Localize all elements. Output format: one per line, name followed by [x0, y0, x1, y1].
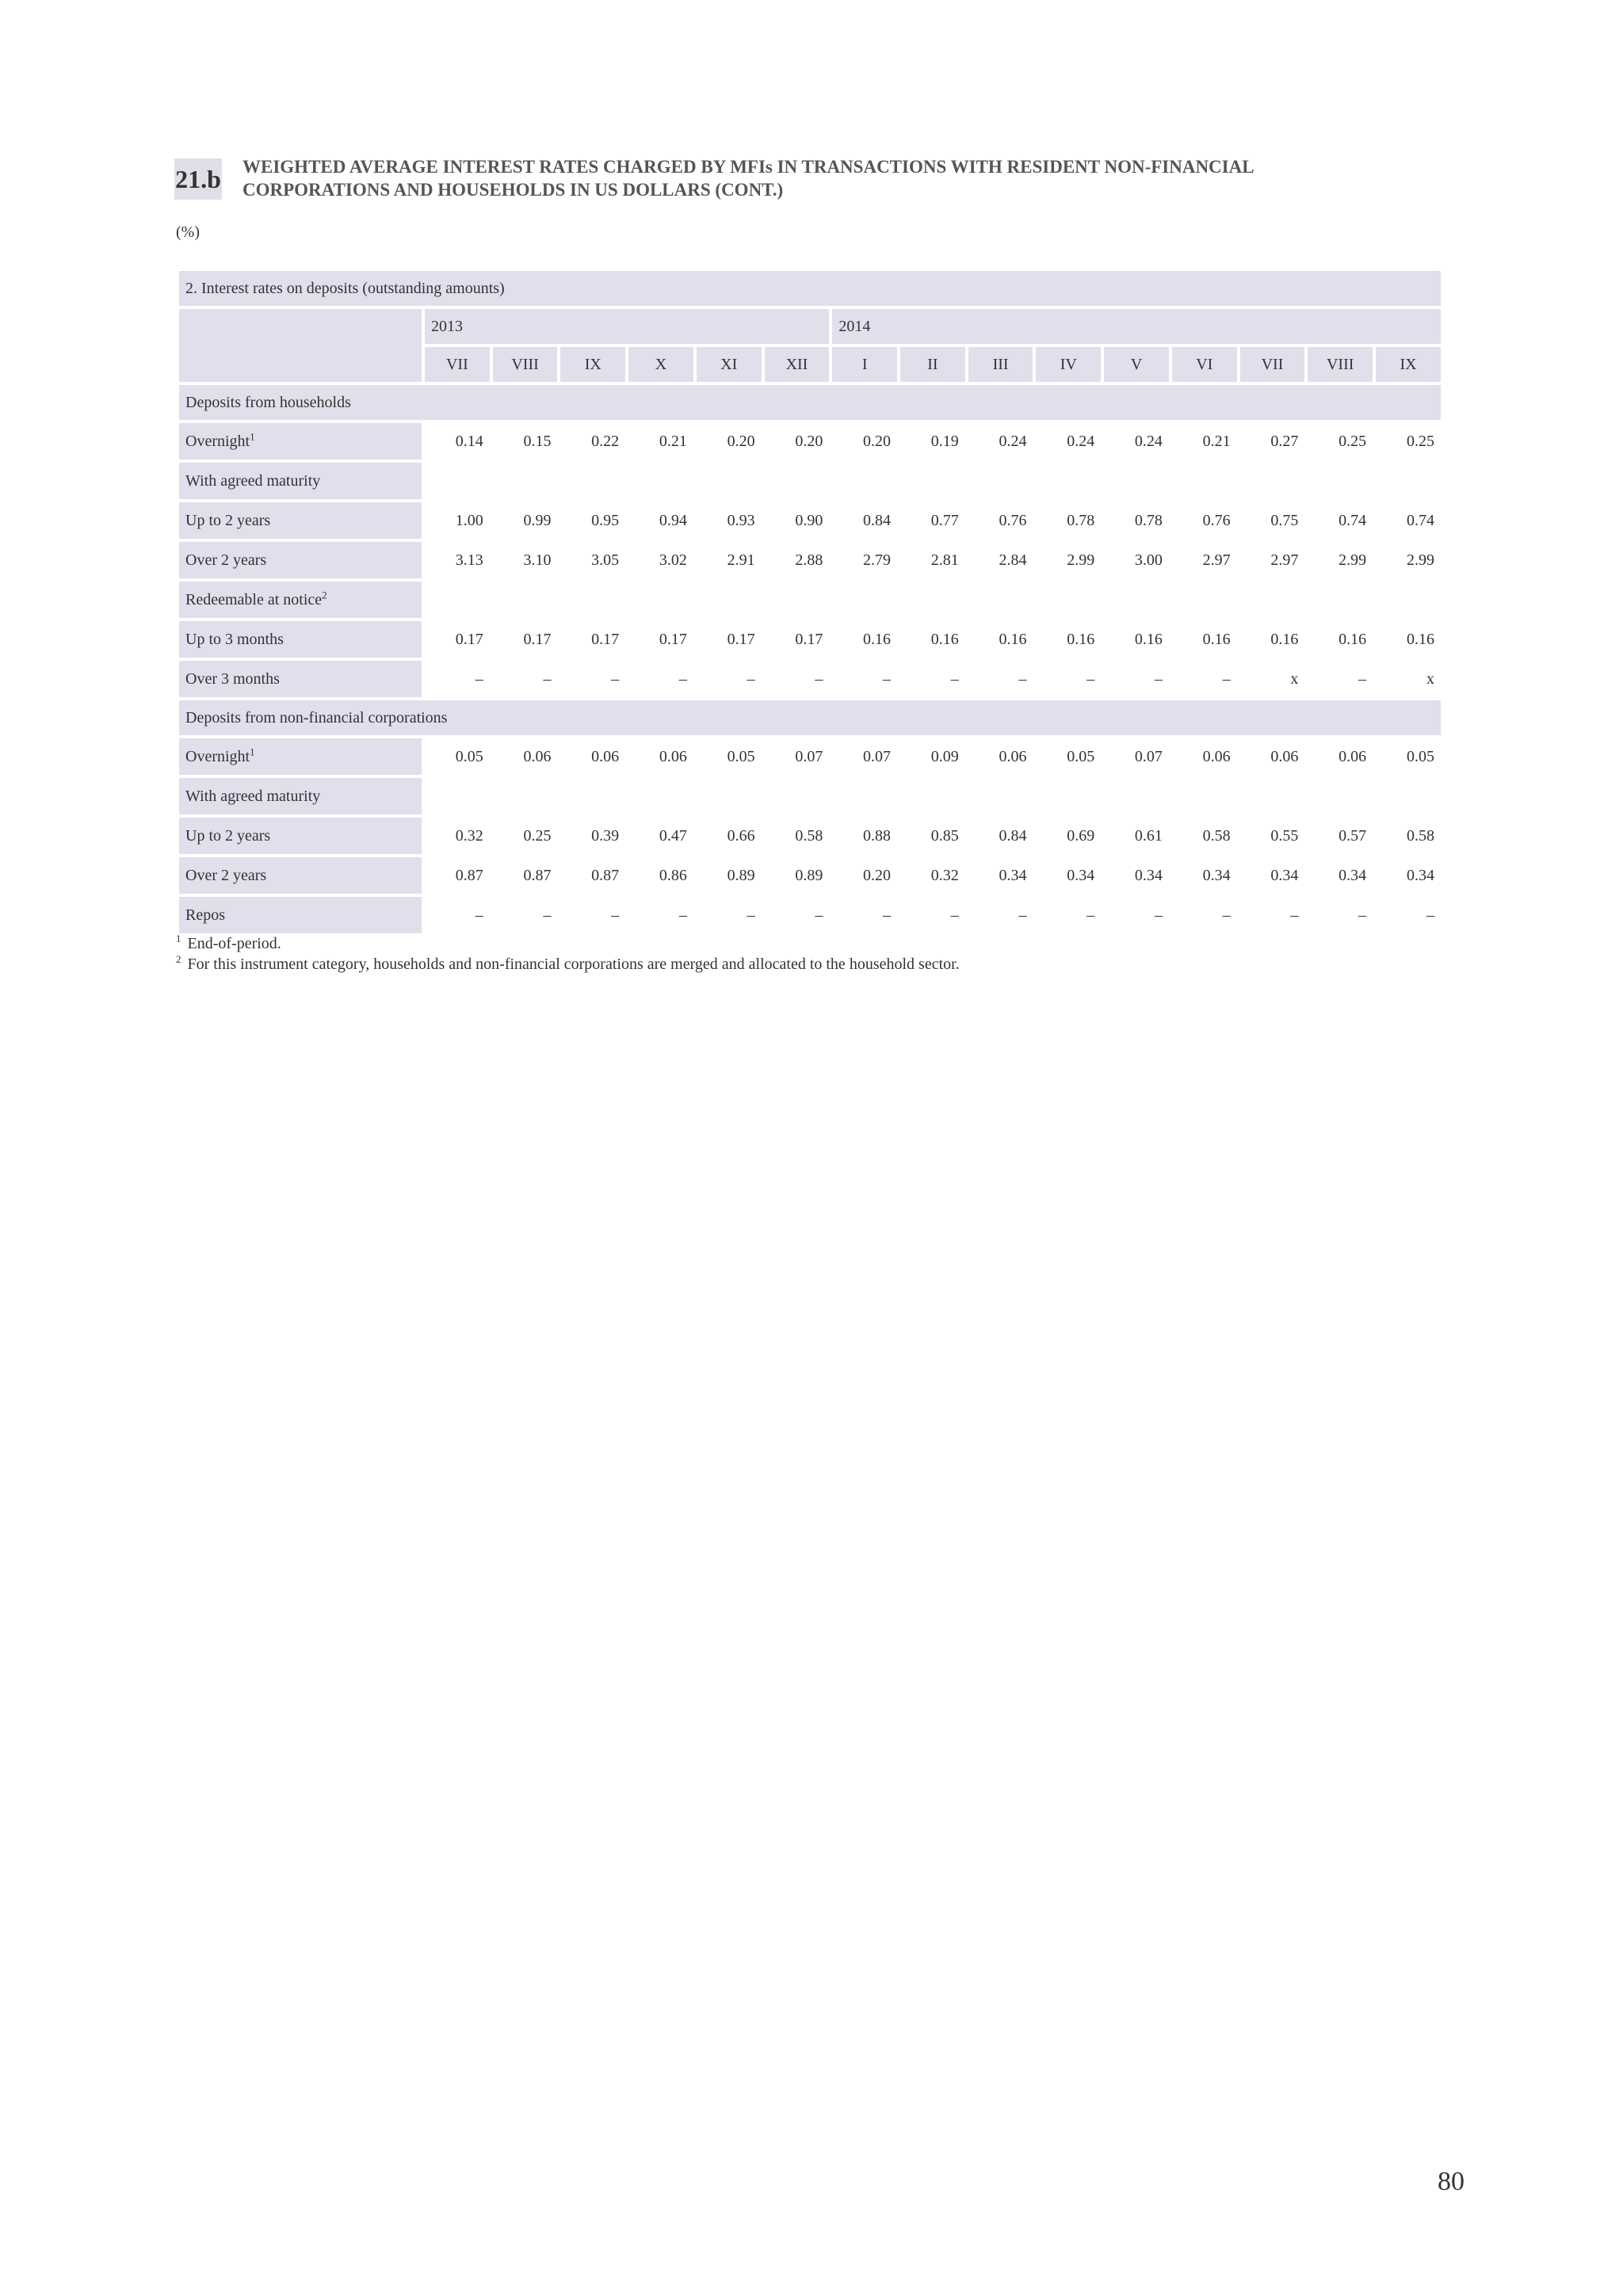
value-cell	[1036, 582, 1101, 618]
value-cell: 0.06	[1172, 738, 1237, 775]
value-cell: 0.06	[1240, 738, 1305, 775]
footnotes	[176, 933, 960, 974]
table-title	[242, 155, 1479, 201]
value-cell: –	[1104, 897, 1169, 933]
value-cell: 3.10	[493, 542, 558, 578]
value-cell	[765, 582, 830, 618]
value-cell: 0.06	[493, 738, 558, 775]
value-cell: 0.21	[628, 423, 693, 460]
table-row	[179, 582, 1441, 618]
value-cell: –	[1036, 897, 1101, 933]
value-cell	[900, 463, 965, 499]
value-cell: 0.24	[1104, 423, 1169, 460]
group-title-row	[179, 385, 1441, 420]
year-2014: 2014	[832, 309, 1441, 344]
value-cell	[1172, 582, 1237, 618]
row-label	[179, 463, 422, 499]
value-cell	[628, 463, 693, 499]
value-cell: 0.25	[1376, 423, 1441, 460]
row-label-text: Up to 2 years	[185, 511, 271, 529]
value-cell: 0.69	[1036, 818, 1101, 854]
value-cell	[832, 582, 897, 618]
row-header-blank	[179, 309, 422, 382]
row-label-text: Over 2 years	[185, 551, 267, 569]
value-cell: 0.05	[425, 738, 490, 775]
value-cell	[697, 778, 762, 814]
value-cell: 0.20	[765, 423, 830, 460]
value-cell: 0.78	[1036, 502, 1101, 539]
value-cell: –	[425, 661, 490, 697]
value-cell: 0.21	[1172, 423, 1237, 460]
footnote-mark: 1	[250, 429, 255, 442]
value-cell: –	[1036, 661, 1101, 697]
value-cell: 0.99	[493, 502, 558, 539]
month-header: II	[900, 347, 965, 382]
page-number: 80	[1438, 2167, 1465, 2196]
value-cell: 2.99	[1376, 542, 1441, 578]
value-cell: 0.09	[900, 738, 965, 775]
value-cell: x	[1376, 661, 1441, 697]
value-cell	[765, 463, 830, 499]
month-header: VII	[1240, 347, 1305, 382]
value-cell	[968, 463, 1033, 499]
value-cell	[1240, 463, 1305, 499]
row-label-text: Up to 3 months	[185, 630, 284, 648]
value-cell: 0.66	[697, 818, 762, 854]
month-header: VII	[425, 347, 490, 382]
value-cell: –	[628, 661, 693, 697]
table-row	[179, 857, 1441, 894]
value-cell: 0.58	[1376, 818, 1441, 854]
value-cell: 0.16	[832, 621, 897, 658]
value-cell: 0.32	[425, 818, 490, 854]
value-cell: 0.34	[1240, 857, 1305, 894]
value-cell	[1104, 582, 1169, 618]
value-cell: 0.55	[1240, 818, 1305, 854]
value-cell: 0.85	[900, 818, 965, 854]
value-cell	[1240, 582, 1305, 618]
value-cell: 0.34	[1036, 857, 1101, 894]
table-row	[179, 621, 1441, 658]
value-cell	[425, 582, 490, 618]
table-title-line-1: WEIGHTED AVERAGE INTEREST RATES CHARGED BY MFIs IN TRANSACTIONS WITH RESIDENT NON-FINANCIAL	[242, 157, 1254, 177]
unit-label: (%)	[176, 223, 200, 241]
value-cell	[765, 778, 830, 814]
value-cell: –	[1104, 661, 1169, 697]
value-cell	[1172, 778, 1237, 814]
value-cell: 3.05	[560, 542, 625, 578]
value-cell: 0.06	[560, 738, 625, 775]
row-label	[179, 661, 422, 697]
value-cell	[1308, 582, 1373, 618]
value-cell: 0.16	[1376, 621, 1441, 658]
section-title-row	[179, 271, 1441, 306]
value-cell: 0.07	[1104, 738, 1169, 775]
row-label	[179, 502, 422, 539]
row-label	[179, 897, 422, 933]
value-cell: 0.17	[493, 621, 558, 658]
table-row	[179, 778, 1441, 814]
value-cell: 0.14	[425, 423, 490, 460]
value-cell: –	[1240, 897, 1305, 933]
row-label-text: With agreed maturity	[185, 787, 321, 805]
value-cell	[425, 778, 490, 814]
row-label-text: Repos	[185, 906, 225, 924]
value-cell: 0.34	[968, 857, 1033, 894]
value-cell	[968, 582, 1033, 618]
value-cell: 0.16	[1172, 621, 1237, 658]
value-cell: 0.57	[1308, 818, 1373, 854]
row-label-text: Over 3 months	[185, 669, 280, 688]
group-title-row	[179, 700, 1441, 735]
month-header: III	[968, 347, 1033, 382]
footnote-mark: 1	[250, 745, 255, 757]
value-cell: 0.94	[628, 502, 693, 539]
value-cell	[493, 463, 558, 499]
value-cell: –	[1376, 897, 1441, 933]
value-cell: 0.16	[1308, 621, 1373, 658]
value-cell: 0.86	[628, 857, 693, 894]
value-cell: 0.16	[900, 621, 965, 658]
value-cell: 0.07	[832, 738, 897, 775]
value-cell: 0.20	[832, 423, 897, 460]
value-cell	[1036, 778, 1101, 814]
row-label-text: Overnight	[185, 432, 250, 450]
value-cell: –	[493, 897, 558, 933]
value-cell: 0.16	[1104, 621, 1169, 658]
value-cell	[1308, 463, 1373, 499]
value-cell: 1.00	[425, 502, 490, 539]
table-row	[179, 738, 1441, 775]
value-cell: 2.81	[900, 542, 965, 578]
value-cell: 0.07	[765, 738, 830, 775]
value-cell	[628, 582, 693, 618]
table-header	[174, 155, 1458, 203]
value-cell: –	[560, 897, 625, 933]
value-cell: –	[900, 661, 965, 697]
value-cell: 2.84	[968, 542, 1033, 578]
row-label-text: Redeemable at notice	[185, 590, 323, 608]
value-cell: 2.79	[832, 542, 897, 578]
value-cell	[832, 778, 897, 814]
value-cell	[1308, 778, 1373, 814]
value-cell: –	[425, 897, 490, 933]
value-cell: 0.61	[1104, 818, 1169, 854]
value-cell: 0.05	[697, 738, 762, 775]
table-number-badge: 21.b	[174, 158, 222, 200]
value-cell: 0.17	[628, 621, 693, 658]
value-cell: –	[697, 661, 762, 697]
value-cell: 0.88	[832, 818, 897, 854]
value-cell: 0.16	[1240, 621, 1305, 658]
value-cell: –	[493, 661, 558, 697]
value-cell	[560, 582, 625, 618]
value-cell: 0.77	[900, 502, 965, 539]
value-cell	[900, 778, 965, 814]
row-label	[179, 423, 422, 460]
row-label-text: Up to 2 years	[185, 826, 271, 845]
group-title: Deposits from non-financial corporations	[179, 700, 1441, 735]
value-cell: 0.27	[1240, 423, 1305, 460]
footnote-1: $^1$ End-of-period.	[176, 933, 281, 952]
month-header: VI	[1172, 347, 1237, 382]
table-row	[179, 897, 1441, 933]
value-cell	[1104, 463, 1169, 499]
value-cell: 0.25	[493, 818, 558, 854]
row-label	[179, 738, 422, 775]
value-cell: 0.89	[765, 857, 830, 894]
value-cell: 0.34	[1308, 857, 1373, 894]
footnote-mark: 2	[322, 588, 327, 601]
month-header: IX	[1376, 347, 1441, 382]
value-cell: 0.24	[1036, 423, 1101, 460]
value-cell: 3.02	[628, 542, 693, 578]
table-row	[179, 463, 1441, 499]
row-label-text: Overnight	[185, 747, 250, 765]
value-cell	[493, 582, 558, 618]
value-cell: 0.06	[628, 738, 693, 775]
value-cell: 0.90	[765, 502, 830, 539]
value-cell: 0.20	[832, 857, 897, 894]
value-cell: x	[1240, 661, 1305, 697]
value-cell	[1036, 463, 1101, 499]
month-header: VIII	[1308, 347, 1373, 382]
value-cell: 0.47	[628, 818, 693, 854]
value-cell	[425, 463, 490, 499]
row-label	[179, 621, 422, 658]
value-cell: –	[1172, 897, 1237, 933]
month-header: XII	[765, 347, 830, 382]
value-cell: 2.99	[1036, 542, 1101, 578]
value-cell	[560, 463, 625, 499]
month-header: VIII	[493, 347, 558, 382]
row-label	[179, 778, 422, 814]
value-cell: 0.16	[1036, 621, 1101, 658]
group-title: Deposits from households	[179, 385, 1441, 420]
month-header: X	[628, 347, 693, 382]
month-header: V	[1104, 347, 1169, 382]
value-cell: –	[968, 661, 1033, 697]
row-label	[179, 582, 422, 618]
interest-rates-table	[176, 268, 1444, 936]
value-cell: 0.78	[1104, 502, 1169, 539]
year-2013: 2013	[425, 309, 829, 344]
row-label	[179, 857, 422, 894]
value-cell: 0.74	[1308, 502, 1373, 539]
value-cell: 0.76	[968, 502, 1033, 539]
value-cell: 0.17	[560, 621, 625, 658]
value-cell: 0.58	[765, 818, 830, 854]
value-cell: 0.05	[1376, 738, 1441, 775]
value-cell	[1240, 778, 1305, 814]
section-title: 2. Interest rates on deposits (outstanding amounts)	[179, 271, 1441, 306]
value-cell: –	[765, 897, 830, 933]
table-row	[179, 661, 1441, 697]
value-cell: 0.58	[1172, 818, 1237, 854]
value-cell: 0.19	[900, 423, 965, 460]
value-cell: –	[765, 661, 830, 697]
value-cell: 0.17	[697, 621, 762, 658]
value-cell	[1376, 778, 1441, 814]
value-cell: 0.17	[765, 621, 830, 658]
value-cell: 0.20	[697, 423, 762, 460]
value-cell	[697, 463, 762, 499]
table-row	[179, 818, 1441, 854]
value-cell: 0.87	[560, 857, 625, 894]
value-cell: –	[968, 897, 1033, 933]
value-cell: 2.97	[1172, 542, 1237, 578]
value-cell: 0.05	[1036, 738, 1101, 775]
value-cell: 0.39	[560, 818, 625, 854]
year-row	[179, 309, 1441, 344]
value-cell: 0.74	[1376, 502, 1441, 539]
value-cell: 0.34	[1172, 857, 1237, 894]
value-cell: 0.16	[968, 621, 1033, 658]
row-label	[179, 542, 422, 578]
value-cell: 0.17	[425, 621, 490, 658]
value-cell: 0.22	[560, 423, 625, 460]
footnote-2: $^2$ For this instrument category, households and non-financial corporations are merged and allocated to the household sector.	[176, 953, 960, 973]
value-cell: 0.87	[425, 857, 490, 894]
value-cell: 0.95	[560, 502, 625, 539]
value-cell: –	[900, 897, 965, 933]
value-cell: 0.06	[1308, 738, 1373, 775]
value-cell: 2.91	[697, 542, 762, 578]
value-cell: –	[1308, 897, 1373, 933]
value-cell: 2.88	[765, 542, 830, 578]
value-cell	[1376, 582, 1441, 618]
table-row	[179, 542, 1441, 578]
row-label-text: With agreed maturity	[185, 471, 321, 490]
value-cell	[900, 582, 965, 618]
value-cell: 0.75	[1240, 502, 1305, 539]
value-cell: 0.84	[968, 818, 1033, 854]
value-cell: 0.76	[1172, 502, 1237, 539]
value-cell: –	[832, 661, 897, 697]
value-cell: 0.84	[832, 502, 897, 539]
value-cell: 0.34	[1104, 857, 1169, 894]
value-cell: 3.13	[425, 542, 490, 578]
value-cell: 2.97	[1240, 542, 1305, 578]
value-cell: 0.32	[900, 857, 965, 894]
value-cell: 0.06	[968, 738, 1033, 775]
month-header: XI	[697, 347, 762, 382]
value-cell	[832, 463, 897, 499]
value-cell: –	[560, 661, 625, 697]
month-header: IV	[1036, 347, 1101, 382]
value-cell: 0.25	[1308, 423, 1373, 460]
value-cell	[1172, 463, 1237, 499]
value-cell	[493, 778, 558, 814]
value-cell	[968, 778, 1033, 814]
value-cell: 0.93	[697, 502, 762, 539]
value-cell	[560, 778, 625, 814]
value-cell: –	[832, 897, 897, 933]
value-cell	[628, 778, 693, 814]
value-cell: –	[1172, 661, 1237, 697]
value-cell: 0.15	[493, 423, 558, 460]
value-cell: 3.00	[1104, 542, 1169, 578]
month-header: I	[832, 347, 897, 382]
table-row	[179, 502, 1441, 539]
value-cell: 0.87	[493, 857, 558, 894]
value-cell: 0.34	[1376, 857, 1441, 894]
value-cell: –	[697, 897, 762, 933]
value-cell: –	[628, 897, 693, 933]
value-cell	[697, 582, 762, 618]
value-cell	[1104, 778, 1169, 814]
table-row	[179, 423, 1441, 460]
table-title-line-2: CORPORATIONS AND HOUSEHOLDS IN US DOLLARS (CONT.)	[242, 180, 784, 200]
value-cell: 0.89	[697, 857, 762, 894]
value-cell	[1376, 463, 1441, 499]
month-header: IX	[560, 347, 625, 382]
value-cell: –	[1308, 661, 1373, 697]
row-label	[179, 818, 422, 854]
row-label-text: Over 2 years	[185, 866, 267, 884]
value-cell: 0.24	[968, 423, 1033, 460]
value-cell: 2.99	[1308, 542, 1373, 578]
